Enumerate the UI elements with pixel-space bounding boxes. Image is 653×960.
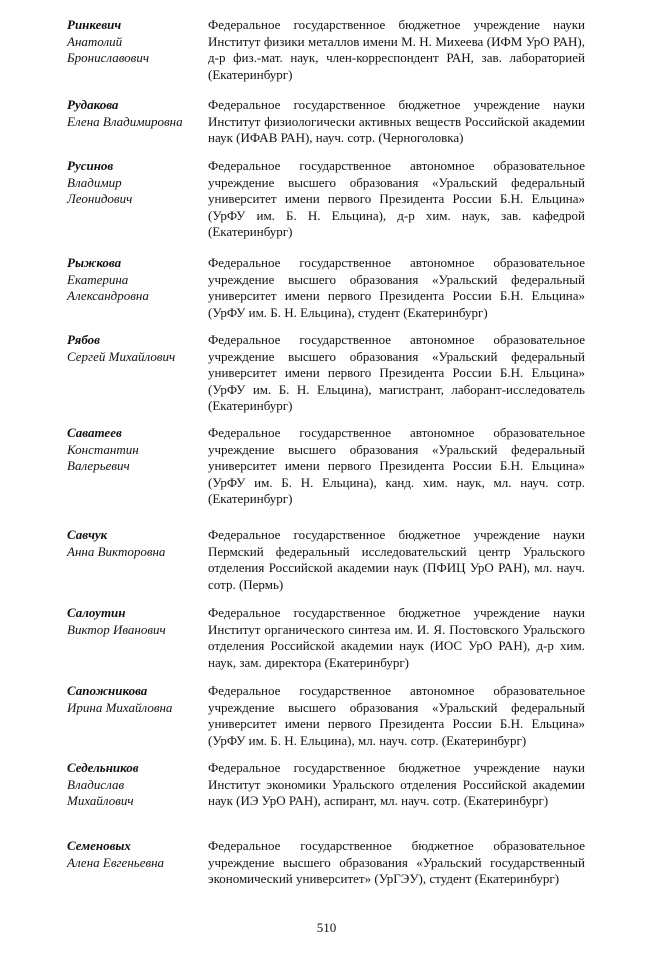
affiliation: Федеральное государственное автономное образовательное учреждение высшего образования «Уральский федеральный университет имени первого Президента России Б.Н. Ельцина» (УрФУ им. Б. Н. Ельцина), д-р хим. наук, зав. кафедрой (Екатеринбург)	[208, 158, 585, 239]
given-name-line: Анна Викторовна	[67, 543, 166, 559]
affiliation: Федеральное государственное бюджетное учреждение науки Институт физики металлов имени М. Н. Михеева (ИФМ УрО РАН), д-р физ.-мат. наук, член-корреспондент РАН, зав. лабораторией (Екатеринбург)	[208, 17, 585, 82]
affiliation: Федеральное государственное бюджетное образовательное учреждение высшего образования «Уральский государственный экономический университет» (УрГЭУ), студент (Екатеринбург)	[208, 838, 585, 886]
affiliation: Федеральное государственное бюджетное учреждение науки Пермский федеральный исследовательский центр Уральского отделения Российской академии наук (ПФИЦ УрО РАН), мл. науч. сотр. (Пермь)	[208, 527, 585, 592]
affiliation: Федеральное государственное бюджетное учреждение науки Институт органического синтеза им. И. Я. Постовского Уральского отделения Российской академии наук (ИОС УрО РАН), д-р хим. наук, зам. директора (Екатеринбург)	[208, 605, 585, 670]
person-name	[67, 760, 207, 810]
given-name-line: Леонидович	[67, 191, 133, 206]
affiliation: Федеральное государственное автономное образовательное учреждение высшего образования «Уральский федеральный университет имени первого Президента России Б.Н. Ельцина» (УрФУ им. Б. Н. Ельцина), студент (Екатеринбург)	[208, 255, 585, 320]
given-name-line: Валерьевич	[67, 458, 130, 473]
given-name-line: Владислав	[67, 776, 125, 792]
given-name-line: Виктор Иванович	[67, 621, 166, 637]
given-name-line: Константин	[67, 441, 139, 457]
person-name	[67, 527, 207, 560]
affiliation: Федеральное государственное бюджетное учреждение науки Институт экономики Уральского отделения Российской академии наук (ИЭ УрО РАН), аспирант, мл. науч. сотр. (Екатеринбург)	[208, 760, 585, 808]
surname: Русинов	[67, 158, 114, 173]
affiliation: Федеральное государственное бюджетное учреждение науки Институт физиологически активных веществ Российской академии наук (ИФАВ РАН), науч. сотр. (Черноголовка)	[208, 97, 585, 145]
given-name-line: Ирина Михайловна	[67, 699, 173, 715]
given-name-line: Алена Евгеньевна	[67, 854, 165, 870]
given-name-line: Анатолий	[67, 33, 123, 49]
surname: Семеновых	[67, 838, 131, 853]
surname: Рябов	[67, 332, 100, 347]
affiliation: Федеральное государственное автономное образовательное учреждение высшего образования «Уральский федеральный университет имени первого Президента России Б.Н. Ельцина» (УрФУ им. Б. Н. Ельцина), канд. хим. наук, мл. науч. сотр. (Екатеринбург)	[208, 425, 585, 506]
given-name-line: Брониславович	[67, 50, 150, 65]
surname: Сапожникова	[67, 683, 148, 698]
person-name	[67, 17, 207, 67]
given-name-line: Елена Владимировна	[67, 113, 183, 129]
surname: Седельников	[67, 760, 139, 775]
person-name	[67, 332, 207, 365]
person-name	[67, 838, 207, 871]
person-name	[67, 605, 207, 638]
person-name	[67, 425, 207, 475]
given-name-line: Екатерина	[67, 271, 129, 287]
given-name-line: Александровна	[67, 288, 149, 303]
person-name	[67, 97, 207, 130]
surname: Рыжкова	[67, 255, 122, 270]
given-name-line: Сергей Михайлович	[67, 348, 176, 364]
person-name	[67, 158, 207, 208]
surname: Рудакова	[67, 97, 119, 112]
given-name-line: Михайлович	[67, 793, 134, 808]
surname: Савчук	[67, 527, 108, 542]
surname: Саватеев	[67, 425, 122, 440]
person-name	[67, 255, 207, 305]
person-name	[67, 683, 207, 716]
affiliation: Федеральное государственное автономное образовательное учреждение высшего образования «Уральский федеральный университет имени первого Президента России Б.Н. Ельцина» (УрФУ им. Б. Н. Ельцина), магистрант, лаборант-исследователь (Екатеринбург)	[208, 332, 585, 413]
given-name-line: Владимир	[67, 174, 122, 190]
page-number: 510	[316, 920, 337, 935]
surname: Ринкевич	[67, 17, 122, 32]
affiliation: Федеральное государственное автономное образовательное учреждение высшего образования «Уральский федеральный университет имени первого Президента России Б.Н. Ельцина» (УрФУ им. Б. Н. Ельцина), мл. науч. сотр. (Екатеринбург)	[208, 683, 585, 748]
surname: Салоутин	[67, 605, 126, 620]
